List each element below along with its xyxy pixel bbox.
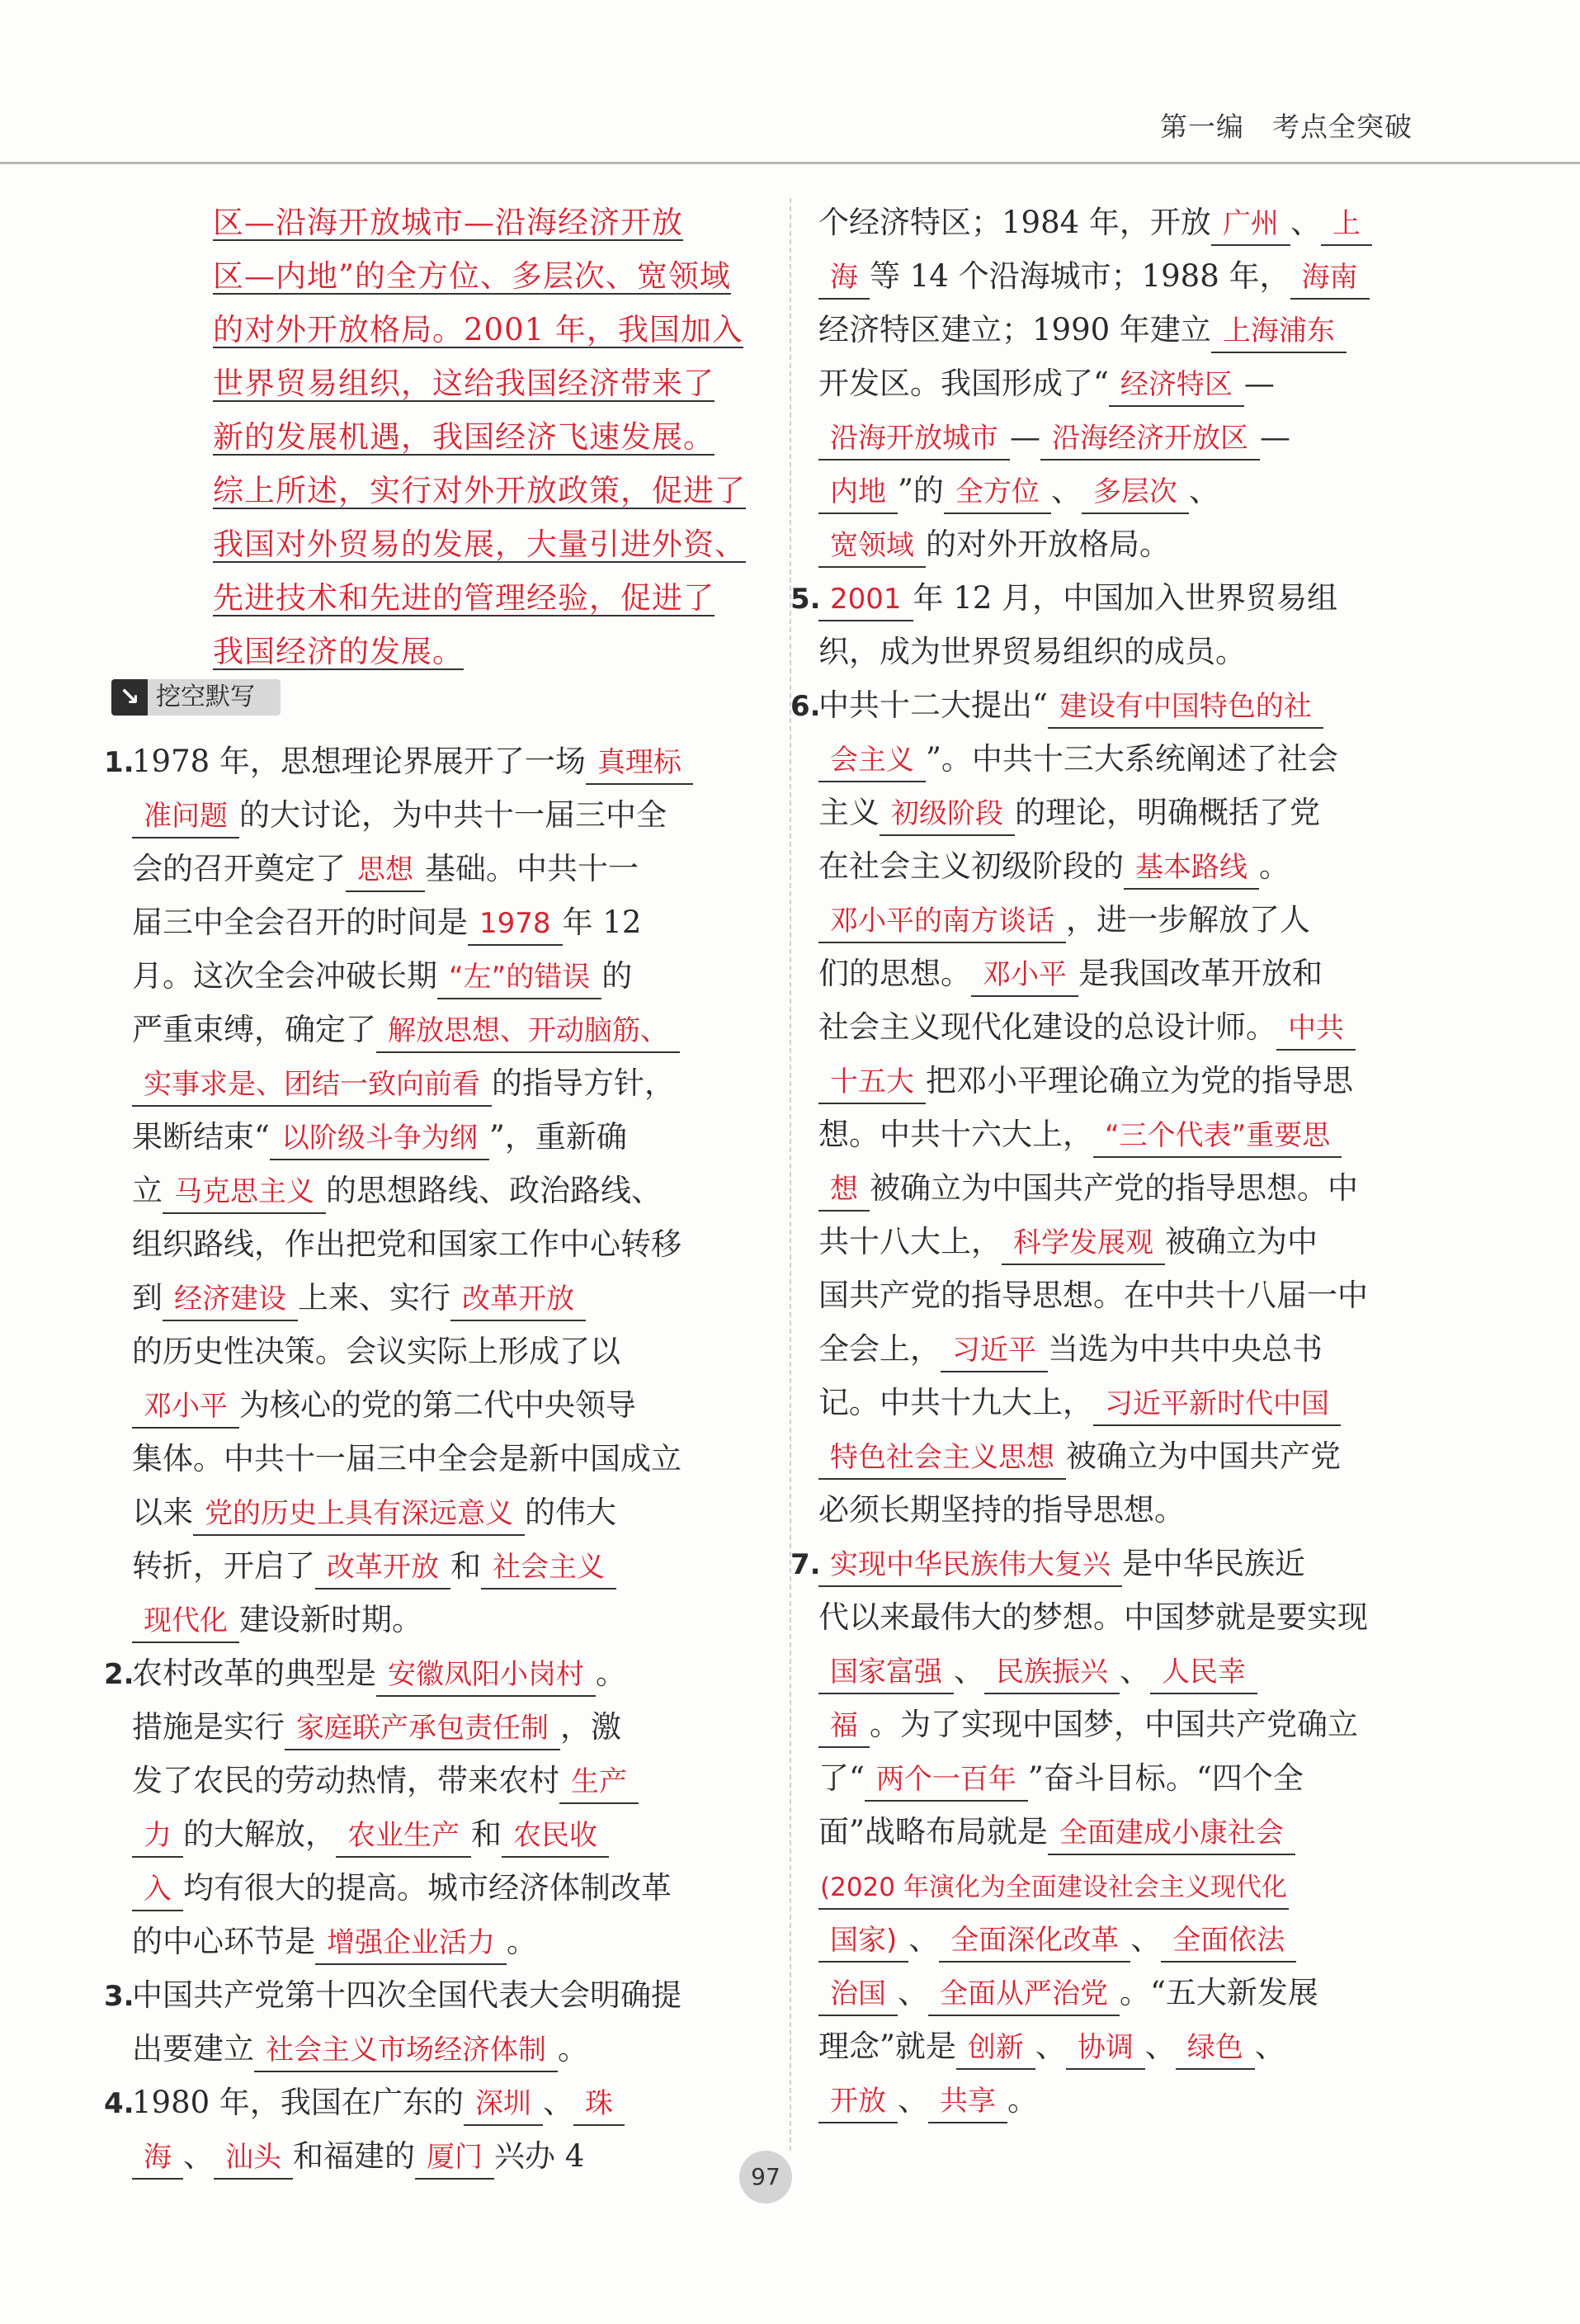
answer-blank: 家庭联产承包责任制 [285, 1708, 560, 1750]
answer-blank: 力 [132, 1815, 183, 1858]
intro-line: 综上所述，实行对外开放政策，促进了 [213, 473, 746, 508]
answer-blank: 全面深化改革 [939, 1920, 1130, 1963]
intro-line: 世界贸易组织，这给我国经济带来了 [213, 366, 715, 401]
page-number: 97 [739, 2151, 792, 2204]
answer-blank: “左”的错误 [437, 957, 601, 999]
answer-blank: 习近平 [941, 1330, 1048, 1372]
answer-blank: 会主义 [818, 739, 926, 782]
q-number: 2. [104, 1658, 134, 1691]
answer-blank: 以阶级斗争为纲 [270, 1117, 489, 1160]
q-text: 、 [1144, 2029, 1176, 2064]
answer-blank: 国家) [818, 1920, 908, 1963]
q-text: 的大解放， [183, 1816, 336, 1852]
answer-blank: 全面依法 [1161, 1920, 1296, 1963]
q-text: 、 [542, 2085, 573, 2120]
q-text: 在社会主义初级阶段的 [818, 848, 1124, 884]
answer-blank: 多层次 [1082, 471, 1189, 514]
q-text: ，激 [560, 1709, 621, 1745]
intro-line: 区—内地”的全方位、多层次、宽领域 [213, 258, 731, 294]
answer-blank: 十五大 [818, 1061, 926, 1104]
q-text: 届三中全会召开的时间是 [132, 905, 468, 940]
question-2 [104, 1646, 747, 1968]
answer-blank: 1978 [468, 903, 563, 946]
q-text: 们的思想。 [818, 956, 971, 991]
q-text: 等 14 个沿海城市；1988 年， [870, 258, 1290, 294]
q-text: 果断结束“ [132, 1119, 270, 1155]
q-text: 织，成为世界贸易组织的成员。 [818, 634, 1246, 669]
answer-blank: 准问题 [132, 796, 239, 838]
q-text: 措施是实行 [132, 1709, 285, 1745]
answer-blank: 马克思主义 [163, 1171, 326, 1214]
answer-blank: 珠 [573, 2083, 625, 2126]
answer-blank: 内地 [818, 471, 898, 514]
q-text: 被确立为中国共产党的指导思想。中 [870, 1170, 1358, 1206]
q-text: 年 12 月，中国加入世界贸易组 [913, 580, 1338, 616]
q-text: 农村改革的典型是 [132, 1656, 376, 1691]
q-text: ”，重新确 [488, 1119, 627, 1155]
q-text: 共十八大上， [818, 1224, 1002, 1259]
q-text: 中共十二大提出“ [818, 687, 1048, 723]
answer-blank: 邓小平的南方谈话 [818, 900, 1066, 943]
answer-blank: “三个代表”重要思 [1093, 1115, 1342, 1158]
q-text: 。 [507, 1924, 537, 1959]
answer-blank: 经济特区 [1109, 364, 1244, 407]
answer-blank: 全面建成小康社会 [1048, 1812, 1295, 1855]
column-divider [790, 198, 791, 2151]
answer-blank: 实事求是、团结一致向前看 [132, 1064, 492, 1107]
section-tag-label: 挖空默写 [156, 683, 255, 711]
q-text: 的对外开放格局。 [926, 527, 1170, 562]
q-text: 的中心环节是 [132, 1924, 315, 1959]
q-text: 。 [558, 2031, 588, 2067]
answer-blank: 上 [1321, 203, 1372, 246]
q-text: 。“五大新发展 [1120, 1975, 1318, 2010]
answer-blank: 入 [132, 1868, 183, 1911]
q-text: 国共产党的指导思想。在中共十八届一中 [818, 1278, 1368, 1313]
q-text: 经济特区建立；1990 年建立 [818, 312, 1211, 347]
answer-blank: 海南 [1290, 257, 1370, 300]
answer-blank: 解放思想、开动脑筋、 [376, 1010, 680, 1053]
question-4 [104, 2076, 747, 2183]
answer-blank: 生产 [559, 1761, 639, 1804]
q-text: 代以来最伟大的梦想。中国梦就是要实现 [818, 1599, 1368, 1635]
answer-blank: 邓小平 [971, 954, 1078, 997]
q-text: 是我国改革开放和 [1078, 956, 1323, 991]
q-text: 被确立为中 [1165, 1224, 1318, 1259]
q-text: 。 [596, 1656, 626, 1691]
arrow-icon: ↘ [111, 679, 148, 716]
q-text: 的 [601, 958, 633, 994]
intro-answer-block [132, 196, 747, 678]
answer-blank: 厦门 [415, 2137, 494, 2180]
answer-blank: 共享 [928, 2081, 1007, 2123]
answer-blank: 农业生产 [336, 1815, 471, 1858]
q-text: 社会主义现代化建设的总设计师。 [818, 1009, 1276, 1045]
q-text: 均有很大的提高。城市经济体制改革 [183, 1870, 672, 1906]
question-6 [790, 678, 1429, 1537]
q-text: 主义 [818, 795, 880, 830]
answer-blank: 海 [132, 2137, 183, 2180]
page-header: 第一编 考点全突破 [1160, 111, 1413, 143]
question-7 [790, 1537, 1429, 2127]
q-number: 5. [790, 583, 821, 616]
answer-blank: 社会主义 [481, 1547, 616, 1589]
q-text: 、 [1120, 1653, 1150, 1689]
intro-line: 的对外开放格局。2001 年，我国加入 [213, 312, 743, 347]
answer-blank: 国家富强 [818, 1651, 954, 1694]
answer-blank: 中共 [1276, 1008, 1356, 1051]
answer-blank: 特色社会主义思想 [818, 1437, 1066, 1480]
q-text: 的伟大 [525, 1495, 616, 1530]
intro-line: 新的发展机遇，我国经济飞速发展。 [213, 419, 715, 455]
q-text: 被确立为中国共产党 [1066, 1438, 1341, 1474]
answer-blank: 广州 [1211, 203, 1290, 246]
q-text: 1978 年，思想理论界展开了一场 [132, 744, 586, 779]
answer-blank: 全面从严治党 [928, 1973, 1120, 2016]
q-text: 必须长期坚持的指导思想。 [818, 1492, 1185, 1528]
q-text: 到 [132, 1280, 163, 1316]
q-text: 。为了实现中国梦，中国共产党确立 [870, 1707, 1358, 1742]
right-column [790, 196, 1429, 2127]
q-text: ，进一步解放了人 [1066, 902, 1310, 938]
q-text: 、 [1130, 1921, 1162, 1957]
q-text: 、 [898, 2082, 928, 2118]
q-number: 3. [104, 1980, 134, 2013]
q-text: 把邓小平理论确立为党的指导思 [926, 1063, 1353, 1098]
answer-blank: 党的历史上具有深远意义 [193, 1493, 525, 1536]
question-5 [790, 571, 1429, 678]
answer-blank: 治国 [818, 1973, 898, 2016]
q-text: 兴办 4 [494, 2138, 585, 2174]
answer-blank: 绿色 [1176, 2027, 1255, 2070]
q-text: 月。这次全会冲破长期 [132, 958, 437, 994]
q-text: 集体。中共十一届三中全会是新中国成立 [132, 1441, 682, 1476]
q-text: 为核心的党的第二代中央领导 [239, 1387, 636, 1423]
answer-blank: 习近平新时代中国 [1093, 1383, 1341, 1426]
q-text: 组织路线，作出把党和国家工作中心转移 [132, 1226, 682, 1262]
q-text: 、 [183, 2138, 214, 2174]
q-text: 会的召开奠定了 [132, 851, 346, 886]
section-tag [111, 679, 281, 716]
answer-blank: 基本路线 [1124, 847, 1259, 890]
q-number: 4. [104, 2087, 134, 2120]
q-number: 7. [790, 1548, 821, 1581]
q-text: 、 [954, 1653, 984, 1689]
q-text: 的大讨论，为中共十一届三中全 [239, 797, 667, 833]
answer-blank: 宽领域 [818, 525, 926, 568]
answer-blank: 沿海经济开放区 [1040, 418, 1260, 461]
q-text: 、 [908, 1921, 940, 1957]
q-text: 以来 [132, 1495, 193, 1530]
q-text: 严重束缚，确定了 [132, 1012, 376, 1047]
q-text: — [1260, 419, 1290, 455]
q-text: 立 [132, 1173, 163, 1208]
q-text: 和 [450, 1548, 481, 1584]
left-questions [104, 735, 747, 2183]
q-text: 1980 年，我国在广东的 [132, 2085, 464, 2120]
q-text: 和 [471, 1816, 502, 1852]
answer-blank: 邓小平 [132, 1386, 239, 1429]
q-text: 的历史性决策。会议实际上形成了以 [132, 1334, 620, 1369]
header-rule [0, 162, 1580, 164]
q-text: 的指导方针， [492, 1065, 675, 1101]
answer-blank: 增强企业活力 [315, 1922, 507, 1965]
q-text: 当选为中共中央总书 [1048, 1331, 1323, 1367]
answer-blank: 真理标 [586, 742, 693, 785]
q-text: 、 [1050, 473, 1082, 508]
answer-blank: 上海浦东 [1211, 310, 1347, 353]
q-text: — [1243, 366, 1275, 401]
q-text: 基础。中共十一 [425, 851, 639, 886]
answer-blank: 改革开放 [450, 1278, 586, 1321]
q-number: 6. [790, 690, 821, 723]
q-text: 是中华民族近 [1122, 1546, 1305, 1581]
q-text: ”的 [898, 473, 944, 508]
answer-blank: 深圳 [464, 2083, 543, 2126]
q-text: 的理论，明确概括了党 [1015, 795, 1320, 830]
answer-blank: 汕头 [214, 2137, 293, 2180]
answer-blank: 两个一百年 [865, 1759, 1028, 1802]
answer-blank: 全方位 [944, 471, 1051, 514]
answer-blank: 初级阶段 [880, 793, 1015, 836]
answer-blank: 科学发展观 [1002, 1222, 1165, 1265]
q-text: 想。中共十六大上， [818, 1117, 1093, 1152]
answer-blank: 开放 [818, 2081, 898, 2123]
answer-blank: 创新 [956, 2027, 1035, 2070]
q-text: 、 [898, 1975, 928, 2010]
answer-blank: 现代化 [132, 1600, 239, 1643]
intro-line: 我国经济的发展。 [213, 634, 464, 669]
q-text: ”。中共十三大系统阐述了社会 [926, 741, 1338, 777]
question-4-continued [818, 196, 1429, 571]
q-text: — [1010, 419, 1040, 455]
q-text: ”奋斗目标。“四个全 [1027, 1760, 1304, 1796]
answer-blank: 建设有中国特色的社 [1048, 686, 1323, 729]
answer-blank: 2001 [818, 579, 913, 621]
answer-blank: 海 [818, 257, 870, 300]
answer-blank: 协调 [1066, 2027, 1145, 2070]
q-text: 全会上， [818, 1331, 941, 1367]
answer-blank: 民族振兴 [984, 1651, 1120, 1694]
q-text: 中国共产党第十四次全国代表大会明确提 [132, 1977, 682, 2013]
q-text: 转折，开启了 [132, 1548, 315, 1584]
answer-blank: 福 [818, 1705, 870, 1748]
q-text: 、 [1290, 205, 1321, 240]
question-3 [104, 1968, 747, 2076]
answer-blank: 安徽凤阳小岗村 [376, 1654, 596, 1697]
answer-blank: 社会主义市场经济体制 [254, 2029, 558, 2072]
q-text: 出要建立 [132, 2031, 254, 2067]
answer-blank: 经济建设 [163, 1278, 298, 1321]
answer-blank: 改革开放 [315, 1547, 450, 1589]
q-text: 、 [1188, 473, 1219, 508]
q-text: 、 [1035, 2029, 1066, 2064]
q-text: 发了农民的劳动热情，带来农村 [132, 1763, 559, 1798]
answer-blank: 人民幸 [1150, 1651, 1257, 1694]
q-text: 个经济特区；1984 年，开放 [818, 205, 1211, 240]
answer-blank: 沿海开放城市 [818, 418, 1010, 461]
q-number: 1. [104, 746, 134, 779]
answer-blank: (2020 年演化为全面建设社会主义现代化 [818, 1867, 1289, 1910]
intro-line: 我国对外贸易的发展，大量引进外资、 [213, 527, 746, 562]
answer-blank: 农民收 [502, 1815, 609, 1858]
left-column [132, 196, 747, 678]
intro-line: 先进技术和先进的管理经验，促进了 [213, 580, 715, 616]
q-text: 记。中共十九大上， [818, 1385, 1093, 1420]
answer-blank: 实现中华民族伟大复兴 [818, 1544, 1122, 1587]
q-text: 了“ [818, 1760, 865, 1796]
q-text: 。 [1007, 2082, 1038, 2118]
answer-blank: 思想 [346, 849, 425, 892]
q-text: 的思想路线、政治路线、 [326, 1173, 662, 1208]
q-text: 上来、实行 [298, 1280, 450, 1316]
q-text: 、 [1254, 2029, 1285, 2064]
q-text: 理念”就是 [818, 2029, 956, 2064]
intro-line: 区—沿海开放城市—沿海经济开放 [213, 205, 683, 240]
q-text: 面”战略布局就是 [818, 1814, 1048, 1849]
question-1 [104, 735, 747, 1646]
q-text: 和福建的 [293, 2138, 415, 2174]
q-text: 建设新时期。 [239, 1602, 422, 1637]
q-text: 。 [1259, 848, 1290, 884]
answer-blank: 想 [818, 1169, 870, 1212]
q-text: 年 12 [562, 905, 642, 940]
q-text: 开发区。我国形成了“ [818, 366, 1109, 401]
